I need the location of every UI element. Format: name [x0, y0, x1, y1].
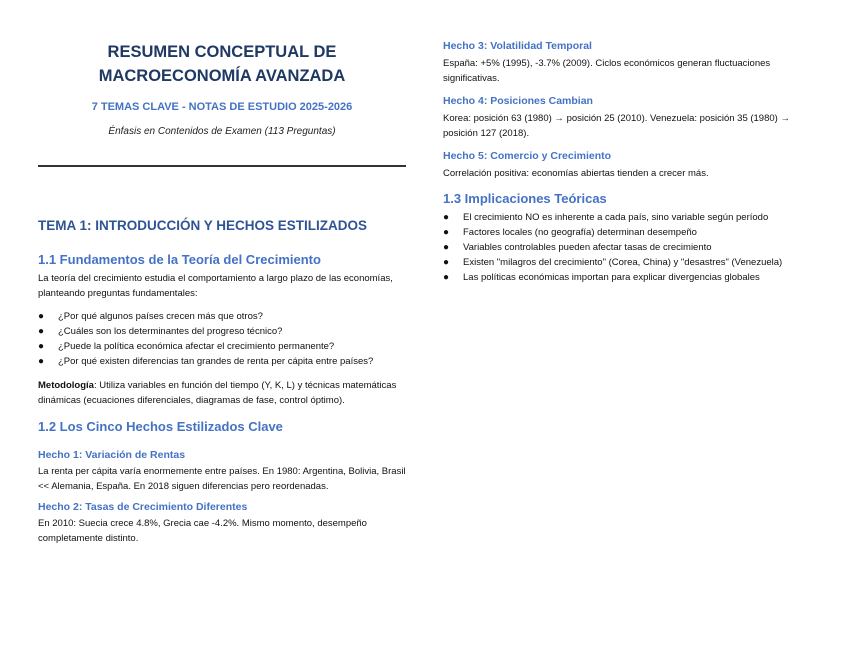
- list-item: ● ¿Puede la política económica afectar el crecimiento permanente?: [38, 341, 335, 352]
- emphasis-note: Énfasis en Contenidos de Examen (113 Preguntas): [108, 126, 336, 137]
- list-item: ● Variables controlables pueden afectar tasas de crecimiento: [443, 242, 712, 253]
- hecho-5-title: Hecho 5: Comercio y Crecimiento: [443, 150, 612, 162]
- bullet-icon: ●: [38, 326, 45, 337]
- title-line-1: RESUMEN CONCEPTUAL DE: [107, 43, 337, 61]
- bullet-icon: ●: [443, 227, 450, 238]
- list-item: ● Las políticas económicas importan para explicar divergencias globales: [443, 272, 760, 283]
- section-1-3-heading: 1.3 Implicaciones Teóricas: [443, 191, 607, 206]
- hecho-4-text: Korea: posición 63 (1980) → posición 25 (2010). Venezuela: posición 35 (1980) → posición 127 (2018).: [443, 113, 790, 139]
- hecho-2-title: Hecho 2: Tasas de Crecimiento Diferentes: [38, 501, 248, 513]
- methodology-text: : Utiliza variables en función del tiempo (Y, K, L) y técnicas matemáticas dinámicas (ecuaciones diferenciales, diagramas de fase, control óptimo).: [38, 380, 397, 406]
- hecho-1-title: Hecho 1: Variación de Rentas: [38, 449, 186, 461]
- list-item: ● El crecimiento NO es inherente a cada país, sino variable según período: [443, 212, 769, 223]
- hecho-3-title: Hecho 3: Volatilidad Temporal: [443, 40, 592, 52]
- section-1-1-bullets: [38, 309, 406, 369]
- list-item: ● ¿Por qué algunos países crecen más que otros?: [38, 311, 263, 322]
- hecho-3-text: España: +5% (1995), -3.7% (2009). Ciclos económicos generan fluctuaciones significativas.: [443, 58, 771, 84]
- hecho-4-title: Hecho 4: Posiciones Cambian: [443, 95, 593, 107]
- bullet-icon: ●: [443, 272, 450, 283]
- bullet-icon: ●: [38, 311, 45, 322]
- list-item: ● ¿Por qué existen diferencias tan grandes de renta per cápita entre países?: [38, 356, 374, 367]
- bullet-icon: ●: [443, 242, 450, 253]
- hecho-1-text: La renta per cápita varía enormemente entre países. En 1980: Argentina, Bolivia, Brasil << Alemania, España. En 2018 siguen diferencias pero reordenadas.: [38, 466, 406, 492]
- left-column: [38, 40, 406, 546]
- list-item: ● ¿Cuáles son los determinantes del progreso técnico?: [38, 326, 283, 337]
- bullet-icon: ●: [443, 257, 450, 268]
- section-1-1-heading: 1.1 Fundamentos de la Teoría del Crecimiento: [38, 252, 321, 267]
- bullet-icon: ●: [38, 341, 45, 352]
- section-1-1-intro: La teoría del crecimiento estudia el comportamiento a largo plazo de las economías, planteando preguntas fundamentales:: [38, 273, 393, 299]
- list-item: ● Existen "milagros del crecimiento" (Corea, China) y "desastres" (Venezuela): [443, 257, 783, 268]
- document-subtitle: 7 TEMAS CLAVE - NOTAS DE ESTUDIO 2025-2026: [91, 101, 353, 113]
- header-divider: [38, 165, 406, 167]
- hecho-2-text: En 2010: Suecia crece 4.8%, Grecia cae -4.2%. Mismo momento, desempeño completamente distinto.: [38, 518, 367, 544]
- title-line-2: MACROECONOMÍA AVANZADA: [98, 67, 346, 85]
- section-1-3-bullets: [443, 210, 813, 285]
- hecho-5-text: Correlación positiva: economías abiertas tienden a crecer más.: [443, 168, 709, 179]
- list-item: ● Factores locales (no geografía) determinan desempeño: [443, 227, 697, 238]
- document-title: [38, 40, 406, 88]
- right-column: [443, 40, 813, 285]
- bullet-icon: ●: [38, 356, 45, 367]
- tema1-heading: TEMA 1: INTRODUCCIÓN Y HECHOS ESTILIZADOS: [38, 218, 368, 233]
- methodology-label: Metodología: [38, 380, 94, 391]
- methodology-paragraph: [38, 378, 406, 408]
- section-1-2-heading: 1.2 Los Cinco Hechos Estilizados Clave: [38, 419, 283, 434]
- bullet-icon: ●: [443, 212, 450, 223]
